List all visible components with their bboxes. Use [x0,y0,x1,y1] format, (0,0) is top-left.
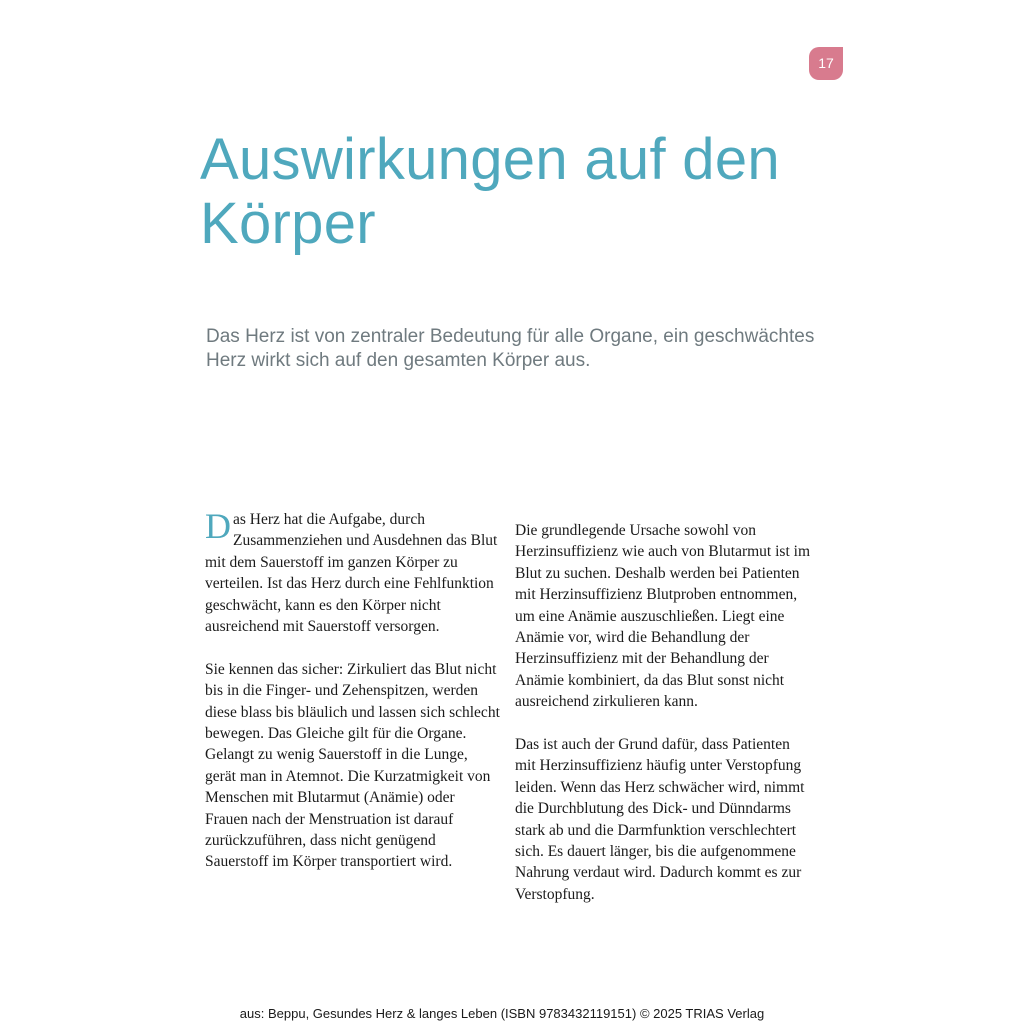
page-number-badge: 17 [809,47,843,80]
left-paragraph-1 [205,506,501,637]
lead-paragraph: Das Herz ist von zentraler Bedeutung für alle Organe, ein geschwächtes Herz wirkt sich auf den gesamten Körper aus. [206,326,815,371]
right-column [515,520,811,927]
left-paragraph-2: Sie kennen das sicher: Zirkuliert das Blut nicht bis in die Finger- und Zehenspitzen, werden diese blass bis bläulich und lassen sich schlecht bewegen. Das Gleiche gilt für die Organe. Gelangt zu wenig Sauerstoff in die Lunge, gerät man in Atemnot. Die Kurzatmigkeit von Menschen mit Blutarmut (Anämie) oder Frauen nach der Menstruation ist darauf zurückzuführen, dass nicht genügend Sauerstoff im Körper transportiert wird. [205,660,500,871]
right-paragraph-1: Die grundlegende Ursache sowohl von Herzinsuffizienz wie auch von Blutarmut ist im Blut zu suchen. Deshalb werden bei Patienten mit Herzinsuffizienz Blutproben entnommen, um eine Anämie auszuschließen. Liegt eine Anämie vor, wird die Behandlung der Herzinsuffizienz mit der Behandlung der Anämie kombiniert, da das Blut sonst nicht ausreichend zirkulieren kann. [515,522,810,711]
page-title: Auswirkungen auf den Körper [200,127,780,256]
source-footer: aus: Beppu, Gesundes Herz & langes Leben (ISBN 9783432119151) © 2025 TRIAS Verlag [239,1006,765,1021]
drop-cap: D [205,506,231,546]
left-column [205,506,501,894]
left-paragraph-1-text: as Herz hat die Aufgabe, durch Zusammenziehen und Ausdehnen das Blut mit dem Sauerstoff im ganzen Körper zu verteilen. Ist das Herz durch eine Fehlfunktion geschwächt, kann es den Körper nicht ausreichend mit Sauerstoff versorgen. [205,511,498,636]
right-paragraph-2: Das ist auch der Grund dafür, dass Patienten mit Herzinsuffizienz häufig unter Verstopfung leiden. Wenn das Herz schwächer wird, nimmt die Durchblutung des Dick- und Dünndarms stark ab und die Darmfunktion verschlechtert sich. Es dauert länger, bis die aufgenommene Nahrung verdaut wird. Dadurch kommt es zur Verstopfung. [515,736,805,903]
